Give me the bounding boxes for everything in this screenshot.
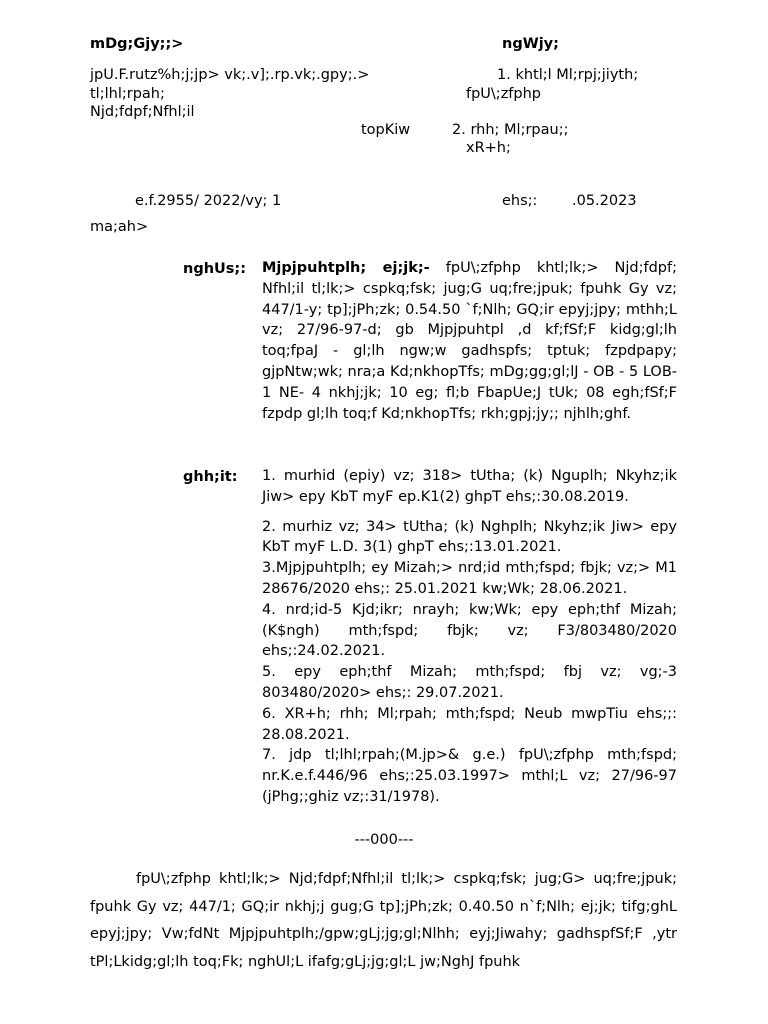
date-label: ehs;:	[502, 193, 538, 209]
salutation: ma;ah>	[90, 219, 149, 235]
body-text: fpU\;zfphp khtl;lk;> Njd;fdpf;Nfhl;il tl;lk;> cspkq;fsk; jug;G> uq;fre;jpuk; fpuhk Gy vz; 447/1; GQ;ir nkhj;j gug;G tp];jPh;zk; 0.40.50 n`f;Nlh; ej;jk; tifg;ghL epyj;jpy; Vw;fdNt Mjpjpuhtplh;/gpw;gLj;jg;gl;Nlhh; eyj;Jiwahy; gadhspfSf;F ,ytr tPl;Lkidg;gl;lh toq;Fk; nghUl;L ifafg;gLj;jg;gl;L jw;NghJ fpuhk	[90, 871, 677, 970]
from-label: mDg;Gjy;;>	[90, 36, 184, 52]
references-label: ghh;it:	[183, 469, 238, 485]
from-line-2: tl;lhl;rpah;	[90, 86, 165, 102]
reference-item-1: 1. murhid (epiy) vz; 318> tUtha; (k) Nguplh; Nkyhz;ik Jiw> epy KbT myF ep.K1(2) ghpT ehs;:30.08.2019.	[262, 468, 677, 505]
to-label: ngWjy;	[502, 36, 559, 52]
subject-paragraph	[262, 258, 677, 424]
to-line-3: 2. rhh; Ml;rpau;;	[452, 122, 569, 138]
reference-item-2: 2. murhiz vz; 34> tUtha; (k) Nghplh; Nkyhz;ik Jiw> epy KbT myF L.D. 3(1) ghpT ehs;:13.01.2021.	[262, 518, 677, 556]
to-via-label: topKiw	[361, 122, 411, 138]
reference-item-4: 4. nrd;id-5 Kjd;ikr; nrayh; kw;Wk; epy eph;thf Mizah; (K$ngh) mth;fspd; fbjk; vz; F3/803480/2020 ehs;:24.02.2021.	[262, 601, 677, 660]
to-line-4: xR+h;	[466, 140, 511, 156]
date-value: .05.2023	[572, 193, 637, 209]
to-line-1: 1. khtl;l Ml;rpj;jiyth;	[497, 67, 639, 83]
subject-text: fpU\;zfphp khtl;lk;> Njd;fdpf; Nfhl;il tl;lk;> cspkq;fsk; jug;G uq;fre;jpuk; fpuhk Gy vz; 447/1-y; tp];jPh;zk; 0.54.50 `f;Nlh; GQ;ir epyj;jpy; mthh;L vz; 27/96-97-d; gb Mjpjpuhtpl ,d kf;fSf;F kidg;gl;lh toq;fpaJ - gl;lh ngw;w gadhspfs; tptuk; fzpdpapy; gjpNtw;wk; nra;a Kd;nkhopTfs; mDg;gg;gl;lJ - OB - 5 LOB-1 NE- 4 nkhj;jk; 10 eg; fl;b FbapUe;J tUk; 08 egh;fSf;F fzpdp gl;lh toq;f Kd;nkhopTfs; rkh;gpj;jy;; njhlh;ghf.	[262, 260, 677, 422]
body-paragraph	[90, 866, 677, 976]
reference-item-3: 3.Mjpjpuhtplh; ey Mizah;> nrd;id mth;fspd; fbjk; vz;> M1 28676/2020 ehs;: 25.01.2021 kw;Wk; 28.06.2021.	[262, 560, 677, 597]
reference-number: e.f.2955/ 2022/vy; 1	[135, 193, 282, 209]
subject-label: nghUs;:	[183, 261, 247, 277]
references-list	[262, 466, 677, 808]
from-line-3: Njd;fdpf;Nfhl;il	[90, 104, 195, 120]
section-separator: ---000---	[354, 832, 414, 848]
subject-lead: Mjpjpuhtplh; ej;jk;-	[262, 260, 430, 276]
reference-item-5: 5. epy eph;thf Mizah; mth;fspd; fbj vz; vg;-3 803480/2020> ehs;: 29.07.2021.	[262, 664, 677, 701]
to-line-2: fpU\;zfphp	[466, 86, 542, 102]
from-line-1: jpU.F.rutz%h;j;jp> vk;.v];.rp.vk;.gpy;.>	[90, 67, 370, 83]
reference-item-7: 7. jdp tl;lhl;rpah;(M.jp>& g.e.) fpU\;zfphp mth;fspd; nr.K.e.f.446/96 ehs;:25.03.1997> mthl;L vz; 27/96-97 (jPhg;;ghiz vz;:31/1978).	[262, 747, 677, 805]
reference-item-6: 6. XR+h; rhh; Ml;rpah; mth;fspd; Neub mwpTiu ehs;;: 28.08.2021.	[262, 705, 677, 743]
